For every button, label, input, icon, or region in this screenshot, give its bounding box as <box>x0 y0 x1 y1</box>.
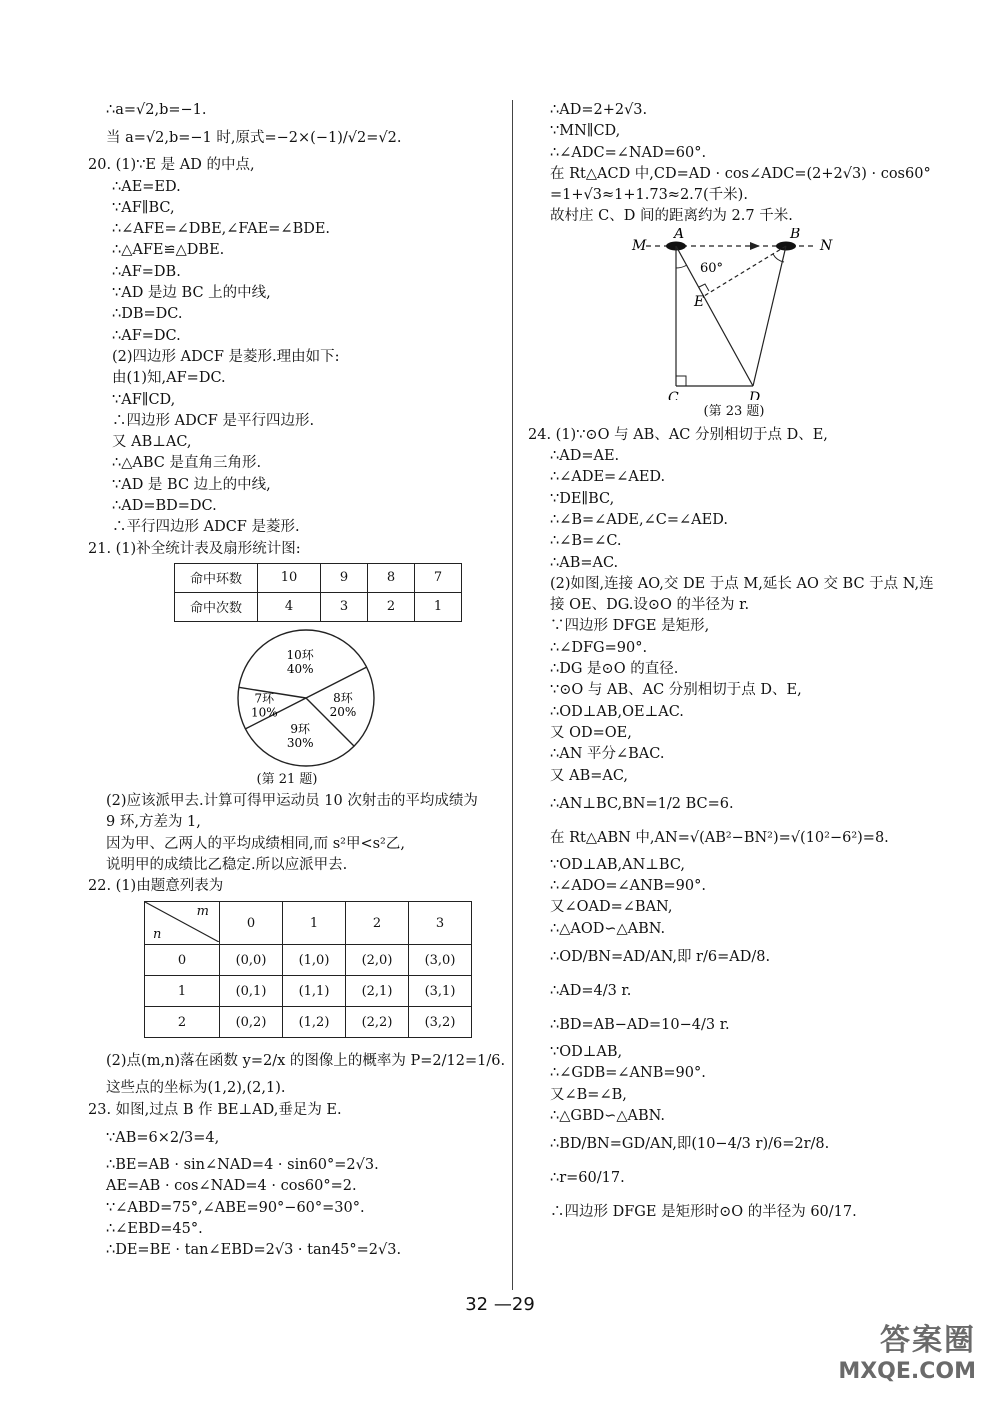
table-cell: (3,0) <box>409 945 472 976</box>
table-header-cell: 0 <box>220 902 283 945</box>
table-header-cell: 2 <box>346 902 409 945</box>
text-line: 在 Rt△ABN 中,AN=√(AB²−BN²)=√(10²−6²)=8. <box>550 829 889 846</box>
table-cell: (2,2) <box>346 1007 409 1038</box>
text-line: ∴∠ADO=∠ANB=90°. <box>550 878 706 895</box>
question-23-continued <box>528 100 950 228</box>
table-cell: (3,1) <box>409 976 472 1007</box>
watermark-url: MXQE.COM <box>838 1359 976 1384</box>
text-line: 又 AB=AC, <box>550 767 629 784</box>
table-cell: (1,0) <box>283 945 346 976</box>
text-line: ∴∠GDB=∠ANB=90°. <box>550 1065 706 1082</box>
table-cell: 10 <box>258 563 321 592</box>
table-cell: 1 <box>145 976 220 1007</box>
text-line: 这些点的坐标为(1,2),(2,1). <box>106 1080 286 1097</box>
label-n: N <box>820 237 833 254</box>
text-line: ∵OD⊥AB,AN⊥BC, <box>550 856 686 873</box>
question-22-heading: 22. (1)由题意列表为 <box>88 878 224 895</box>
table-cell: (1,1) <box>283 976 346 1007</box>
m-label: m <box>196 904 209 920</box>
text-line: ∴∠B=∠C. <box>550 533 622 550</box>
label-a: A <box>674 227 685 242</box>
table-cell: (0,1) <box>220 976 283 1007</box>
text-line: ∴∠AFE=∠DBE,∠FAE=∠BDE. <box>112 221 331 238</box>
text-line: ∵MN∥CD, <box>550 123 621 140</box>
text-line: ∴△GBD∽△ABN. <box>550 1107 666 1124</box>
text-line: AE=AB · cos∠NAD=4 · cos60°=2. <box>106 1178 357 1195</box>
text-line: 又 OD=OE, <box>550 724 632 741</box>
text-line: 又 AB⊥AC, <box>112 434 192 451</box>
text-line: ∴∠ADC=∠NAD=60°. <box>550 144 707 161</box>
text-line: ∵AF∥CD, <box>112 391 176 408</box>
label-d: D <box>749 389 761 400</box>
text-line: ∵∠ABD=75°,∠ABE=90°−60°=30°. <box>106 1199 365 1216</box>
outcome-table <box>144 901 472 1038</box>
text-line: ∵AD 是边 BC 上的中线, <box>112 285 271 302</box>
text-line: (2)如图,连接 AO,交 DE 于点 M,延长 AO 交 BC 于点 N,连 <box>550 575 934 592</box>
label-c: C <box>668 389 679 400</box>
right-angle-c <box>676 376 686 386</box>
text-line: ∵AF∥BC, <box>112 199 175 216</box>
text-line: ∴四边形 ADCF 是平行四边形. <box>112 412 315 429</box>
table-cell: (1,2) <box>283 1007 346 1038</box>
text-line: ∴OD/BN=AD/AN,即 r/6=AD/8. <box>550 949 771 966</box>
text-line: ∵⊙O 与 AB、AC 分别相切于点 D、E, <box>550 682 802 699</box>
table-header-cell: 1 <box>283 902 346 945</box>
table-cell: 4 <box>258 592 321 621</box>
table-cell: 9 <box>321 563 368 592</box>
text-line: (2)四边形 ADCF 是菱形.理由如下: <box>112 348 340 365</box>
text-line: ∴AD=BD=DC. <box>112 498 217 515</box>
pie-slice-percent: 40% <box>286 661 314 676</box>
table-cell: (0,0) <box>220 945 283 976</box>
figure-caption: (第 21 题) <box>256 771 318 787</box>
text-line: ∴a=√2,b=−1. <box>106 102 207 118</box>
table-cell: 7 <box>415 563 462 592</box>
geometry-figure <box>528 228 950 400</box>
right-column <box>528 100 950 1229</box>
table-corner-cell <box>145 902 220 945</box>
text-line: ∴四边形 DFGE 是矩形时⊙O 的半径为 60/17. <box>550 1204 857 1221</box>
question-24 <box>528 425 950 1229</box>
table-cell: (0,2) <box>220 1007 283 1038</box>
text-line: ∵四边形 DFGE 是矩形, <box>550 618 710 635</box>
angle-arc-a <box>676 265 687 268</box>
label-b: B <box>790 227 801 242</box>
text-line: 在 Rt△ACD 中,CD=AD · cos∠ADC=(2+2√3) · cos60° <box>550 165 931 182</box>
arrow-icon <box>750 242 760 250</box>
text-line: 20. (1)∵E 是 AD 的中点, <box>88 157 255 174</box>
text-line: ∵OD⊥AB, <box>550 1044 623 1061</box>
table-cell: (3,2) <box>409 1007 472 1038</box>
pie-slice-percent: 30% <box>286 735 314 750</box>
table-cell: (2,1) <box>346 976 409 1007</box>
table-cell: 3 <box>321 592 368 621</box>
text-line: 24. (1)∵⊙O 与 AB、AC 分别相切于点 D、E, <box>528 426 828 443</box>
text-line: ∴OD⊥AB,OE⊥AC. <box>550 703 684 720</box>
text-line: 又∠B=∠B, <box>550 1086 627 1103</box>
text-line: 又∠OAD=∠BAN, <box>550 899 673 916</box>
text-line: 23. 如图,过点 B 作 BE⊥AD,垂足为 E. <box>88 1101 342 1118</box>
text-line: ∴AF=DB. <box>112 263 181 280</box>
text-line: ∴DB=DC. <box>112 306 183 323</box>
text-line: ∴∠EBD=45°. <box>106 1220 203 1237</box>
question-21-heading: 21. (1)补全统计表及扇形统计图: <box>88 540 301 557</box>
left-column <box>88 100 506 1262</box>
text-line: 说明甲的成绩比乙稳定.所以应派甲去. <box>106 856 348 873</box>
text-line: ∴∠ADE=∠AED. <box>550 469 666 486</box>
text-line: ∴AN⊥BC,BN=1/2 BC=6. <box>550 795 734 812</box>
label-angle: 60° <box>700 260 724 276</box>
question-21-answer <box>88 791 500 876</box>
pie-slice-label: 8环 <box>333 690 353 705</box>
text-line: ∴AD=4/3 r. <box>550 983 632 1000</box>
text-line: ∴AB=AC. <box>550 554 619 571</box>
label-e: E <box>694 293 705 310</box>
watermark-title: 答案圈 <box>880 1323 976 1358</box>
text-line: ∴AN 平分∠BAC. <box>550 746 665 763</box>
pie-slice-label: 10环 <box>286 647 314 662</box>
text-line: ∴△AFE≌△DBE. <box>112 242 225 259</box>
pie-slice-label: 7环 <box>254 691 275 706</box>
text-line: ∴△AOD∽△ABN. <box>550 920 666 937</box>
figure-caption: (第 23 题) <box>703 403 765 419</box>
text-line: ∵AD 是 BC 边上的中线, <box>112 476 271 493</box>
page-number: 32 —29 <box>465 1294 535 1315</box>
text-line: ∴BD=AB−AD=10−4/3 r. <box>550 1017 730 1034</box>
pie-slice-label: 9环 <box>290 721 310 736</box>
line-bd <box>753 246 786 386</box>
stat-table <box>174 563 462 622</box>
figure-23 <box>528 228 950 400</box>
text-line: =1+√3≈1+1.73≈2.7(千米). <box>550 187 748 204</box>
table-cell: 1 <box>415 592 462 621</box>
text-line: ∴AD=2+2√3. <box>550 102 648 118</box>
text-line: 故村庄 C、D 间的距离约为 2.7 千米. <box>550 208 793 225</box>
text-line: 接 OE、DG.设⊙O 的半径为 r. <box>550 597 750 614</box>
text-line: 因为甲、乙两人的平均成绩相同,而 s²甲<s²乙, <box>106 835 405 852</box>
text-line: ∴DG 是⊙O 的直径. <box>550 661 679 678</box>
text-line: ∴平行四边形 ADCF 是菱形. <box>112 519 300 536</box>
column-divider <box>512 100 513 1290</box>
text-line: ∴∠B=∠ADE,∠C=∠AED. <box>550 511 728 528</box>
text-line: 9 环,方差为 1, <box>106 814 201 831</box>
table-cell: (2,0) <box>346 945 409 976</box>
watermark-logo <box>838 1315 976 1384</box>
table-cell: 命中次数 <box>175 592 258 621</box>
text-line: (2)点(m,n)落在函数 y=2/x 的图像上的概率为 P=2/12=1/6. <box>106 1053 506 1070</box>
label-m: M <box>632 237 647 254</box>
text-line: ∴AE=ED. <box>112 178 181 195</box>
text-line: ∵AB=6×2/3=4, <box>106 1130 220 1147</box>
table-cell: 0 <box>145 945 220 976</box>
text-line: ∴∠DFG=90°. <box>550 639 648 656</box>
table-cell: 8 <box>368 563 415 592</box>
text-line: ∵DE∥BC, <box>550 490 615 507</box>
text-line: 由(1)知,AF=DC. <box>112 370 226 387</box>
table-cell: 2 <box>368 592 415 621</box>
table-cell: 2 <box>145 1007 220 1038</box>
text-line: ∴AF=DC. <box>112 327 181 344</box>
text-line: ∴△ABC 是直角三角形. <box>112 455 262 472</box>
text-line: (2)应该派甲去.计算可得甲运动员 10 次射击的平均成绩为 <box>106 792 478 809</box>
text-line: ∴r=60/17. <box>550 1170 625 1187</box>
n-label: n <box>153 927 162 943</box>
pie-chart-figure <box>88 628 500 768</box>
pie-slice-percent: 20% <box>329 704 357 719</box>
text-line: ∴DE=BE · tan∠EBD=2√3 · tan45°=2√3. <box>106 1242 402 1259</box>
text-line: ∴BE=AB · sin∠NAD=4 · sin60°=2√3. <box>106 1157 379 1174</box>
text-line: 当 a=√2,b=−1 时,原式=−2×(−1)/√2=√2. <box>106 130 402 147</box>
text-line: ∴BD/BN=GD/AN,即(10−4/3 r)/6=2r/8. <box>550 1136 830 1153</box>
text-line: ∴AD=AE. <box>550 448 620 465</box>
table-header-cell: 3 <box>409 902 472 945</box>
pie-chart <box>88 628 500 768</box>
question-20 <box>88 155 500 538</box>
table-cell: 命中环数 <box>175 563 258 592</box>
pie-slice-percent: 10% <box>251 705 278 720</box>
